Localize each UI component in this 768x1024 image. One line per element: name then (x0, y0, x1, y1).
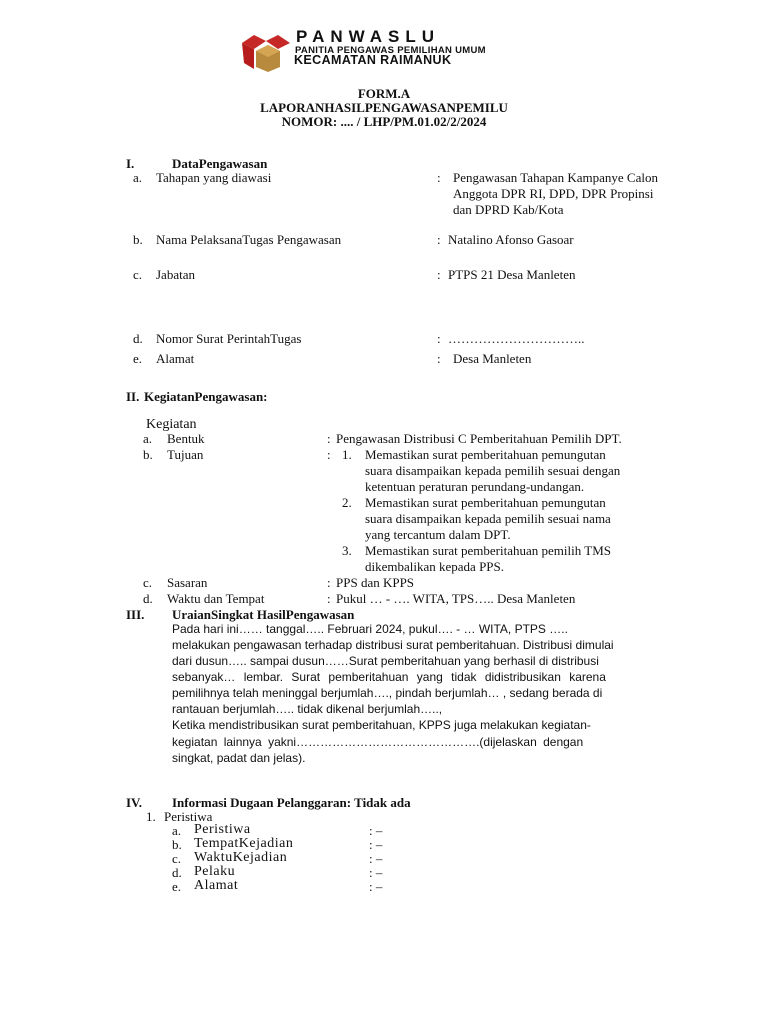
incident-e-value: : – (369, 879, 383, 894)
row-a-label: Tahapan yang diawasi (156, 170, 272, 185)
incident-e-letter: e. (172, 879, 182, 894)
row-b-label: Nama PelaksanaTugas Pengawasan (156, 232, 342, 247)
bentuk-label: Bentuk (167, 431, 205, 446)
tujuan-item2-number: 2. (342, 495, 352, 510)
bentuk-value: Pengawasan Distribusi C Pemberitahuan Pemilih DPT. (336, 431, 622, 446)
row-e-colon: : (437, 351, 441, 366)
row-e-label: Alamat (156, 351, 195, 366)
bentuk-letter: a. (143, 431, 153, 446)
incident-c-value: : – (369, 851, 383, 866)
tujuan-colon: : (327, 447, 331, 462)
tujuan-item1-line1: Memastikan surat pemberitahuan pemungutan (365, 447, 606, 462)
incident-c-label: WaktuKejadian (194, 850, 288, 865)
row-a-colon: : (437, 170, 441, 185)
tujuan-item3-number: 3. (342, 543, 352, 558)
kegiatan-subheading: Kegiatan (146, 417, 197, 432)
section2-title: KegiatanPengawasan: (144, 389, 268, 404)
waktu-label: Waktu dan Tempat (167, 591, 265, 606)
tujuan-item3-line2: dikembalikan kepada PPS. (365, 559, 505, 574)
row-d-letter: d. (133, 331, 143, 346)
row-d-value: ………………………….. (448, 331, 585, 346)
incident-b-letter: b. (172, 837, 182, 852)
row-c-letter: c. (133, 267, 143, 282)
sasaran-value: PPS dan KPPS (336, 575, 415, 590)
incident-b-value: : – (369, 837, 383, 852)
row-c-label: Jabatan (156, 267, 195, 282)
narrative-line-2: melakukan pengawasan terhadap distribusi surat pemberitahuan. Distribusi dimulai (172, 638, 614, 652)
report-number: NOMOR: .... / LHP/PM.01.02/2/2024 (281, 114, 487, 129)
row-c-value: PTPS 21 Desa Manleten (448, 267, 576, 282)
narrative-line-8: kegiatan lainnya yakni……………………………………….(dijelaskan dengan (172, 735, 584, 749)
sasaran-colon: : (327, 575, 331, 590)
section4-title: Informasi Dugaan Pelanggaran: Tidak ada (172, 795, 411, 810)
tujuan-item2-line2: suara disampaikan kepada pemilih sesuai nama (365, 511, 611, 526)
tujuan-letter: b. (143, 447, 153, 462)
tujuan-item2-line3: yang tercantum dalam DPT. (365, 527, 511, 542)
incident-d-value: : – (369, 865, 383, 880)
report-title: LAPORANHASILPENGAWASANPEMILU (260, 100, 508, 115)
row-e-letter: e. (133, 351, 143, 366)
peristiwa-sub-title: Peristiwa (164, 809, 213, 824)
sasaran-label: Sasaran (167, 575, 208, 590)
narrative-line-7: Ketika mendistribusikan surat pemberitahuan, KPPS juga melakukan kegiatan- (172, 718, 591, 732)
waktu-value: Pukul … - …. WITA, TPS….. Desa Manleten (336, 591, 576, 606)
incident-a-value: : – (369, 823, 383, 838)
section1-title: DataPengawasan (172, 156, 268, 171)
tujuan-label: Tujuan (167, 447, 204, 462)
narrative-line-1: Pada hari ini…… tanggal….. Februari 2024, pukul…. - … WITA, PTPS ….. (172, 622, 568, 636)
row-a-value-line1: Pengawasan Tahapan Kampanye Calon (453, 170, 658, 185)
form-label: FORM.A (357, 86, 411, 101)
bentuk-colon: : (327, 431, 331, 446)
tujuan-item1-line3: ketentuan peraturan perundang-undangan. (365, 479, 585, 494)
org-name: PANWASLU (296, 27, 441, 46)
incident-a-letter: a. (172, 823, 182, 838)
row-c-colon: : (437, 267, 441, 282)
narrative-line-4: sebanyak… lembar. Surat pemberitahuan yang tidak didistribusikan karena (172, 670, 606, 684)
org-district: KECAMATAN RAIMANUK (294, 53, 452, 67)
section1-number: I. (126, 156, 135, 171)
tujuan-item1-number: 1. (342, 447, 352, 462)
row-e-value: Desa Manleten (453, 351, 532, 366)
tujuan-item1-line2: suara disampaikan kepada pemilih sesuai dengan (365, 463, 621, 478)
narrative-line-9: singkat, padat dan jelas). (172, 751, 306, 765)
incident-a-label: Peristiwa (194, 822, 251, 837)
waktu-colon: : (327, 591, 331, 606)
section2-number: II. (126, 389, 140, 404)
row-a-value-line3: dan DPRD Kab/Kota (453, 202, 564, 217)
row-b-letter: b. (133, 232, 143, 247)
row-b-value: Natalino Afonso Gasoar (448, 232, 574, 247)
section3-number: III. (126, 607, 145, 622)
row-d-colon: : (437, 331, 441, 346)
panwaslu-emblem-icon (240, 31, 292, 73)
row-b-colon: : (437, 232, 441, 247)
incident-d-letter: d. (172, 865, 182, 880)
row-d-label: Nomor Surat PerintahTugas (156, 331, 302, 346)
tujuan-item3-line1: Memastikan surat pemberitahuan pemilih TMS (365, 543, 611, 558)
sasaran-letter: c. (143, 575, 153, 590)
section3-title: UraianSingkat HasilPengawasan (172, 607, 355, 622)
narrative-line-3: dari dusun….. sampai dusun……Surat pemberitahuan yang berhasil di distribusi (172, 654, 599, 668)
tujuan-item2-line1: Memastikan surat pemberitahuan pemungutan (365, 495, 606, 510)
section4-number: IV. (126, 795, 143, 810)
narrative-line-6: rantauan berjumlah….. tidak dikenal berjumlah….., (172, 702, 443, 716)
row-a-letter: a. (133, 170, 143, 185)
org-subtitle: PANITIA PENGAWAS PEMILIHAN UMUM (295, 45, 486, 56)
incident-e-label: Alamat (194, 878, 239, 893)
panwaslu-logo (240, 31, 292, 73)
incident-c-letter: c. (172, 851, 182, 866)
waktu-letter: d. (143, 591, 153, 606)
peristiwa-sub-number: 1. (146, 809, 156, 824)
row-a-value-line2: Anggota DPR RI, DPD, DPR Propinsi (453, 186, 654, 201)
incident-d-label: Pelaku (194, 864, 236, 879)
narrative-line-5: pemilihnya telah meninggal berjumlah…., pindah berjumlah… , sedang berada di (172, 686, 603, 700)
incident-b-label: TempatKejadian (194, 836, 294, 851)
